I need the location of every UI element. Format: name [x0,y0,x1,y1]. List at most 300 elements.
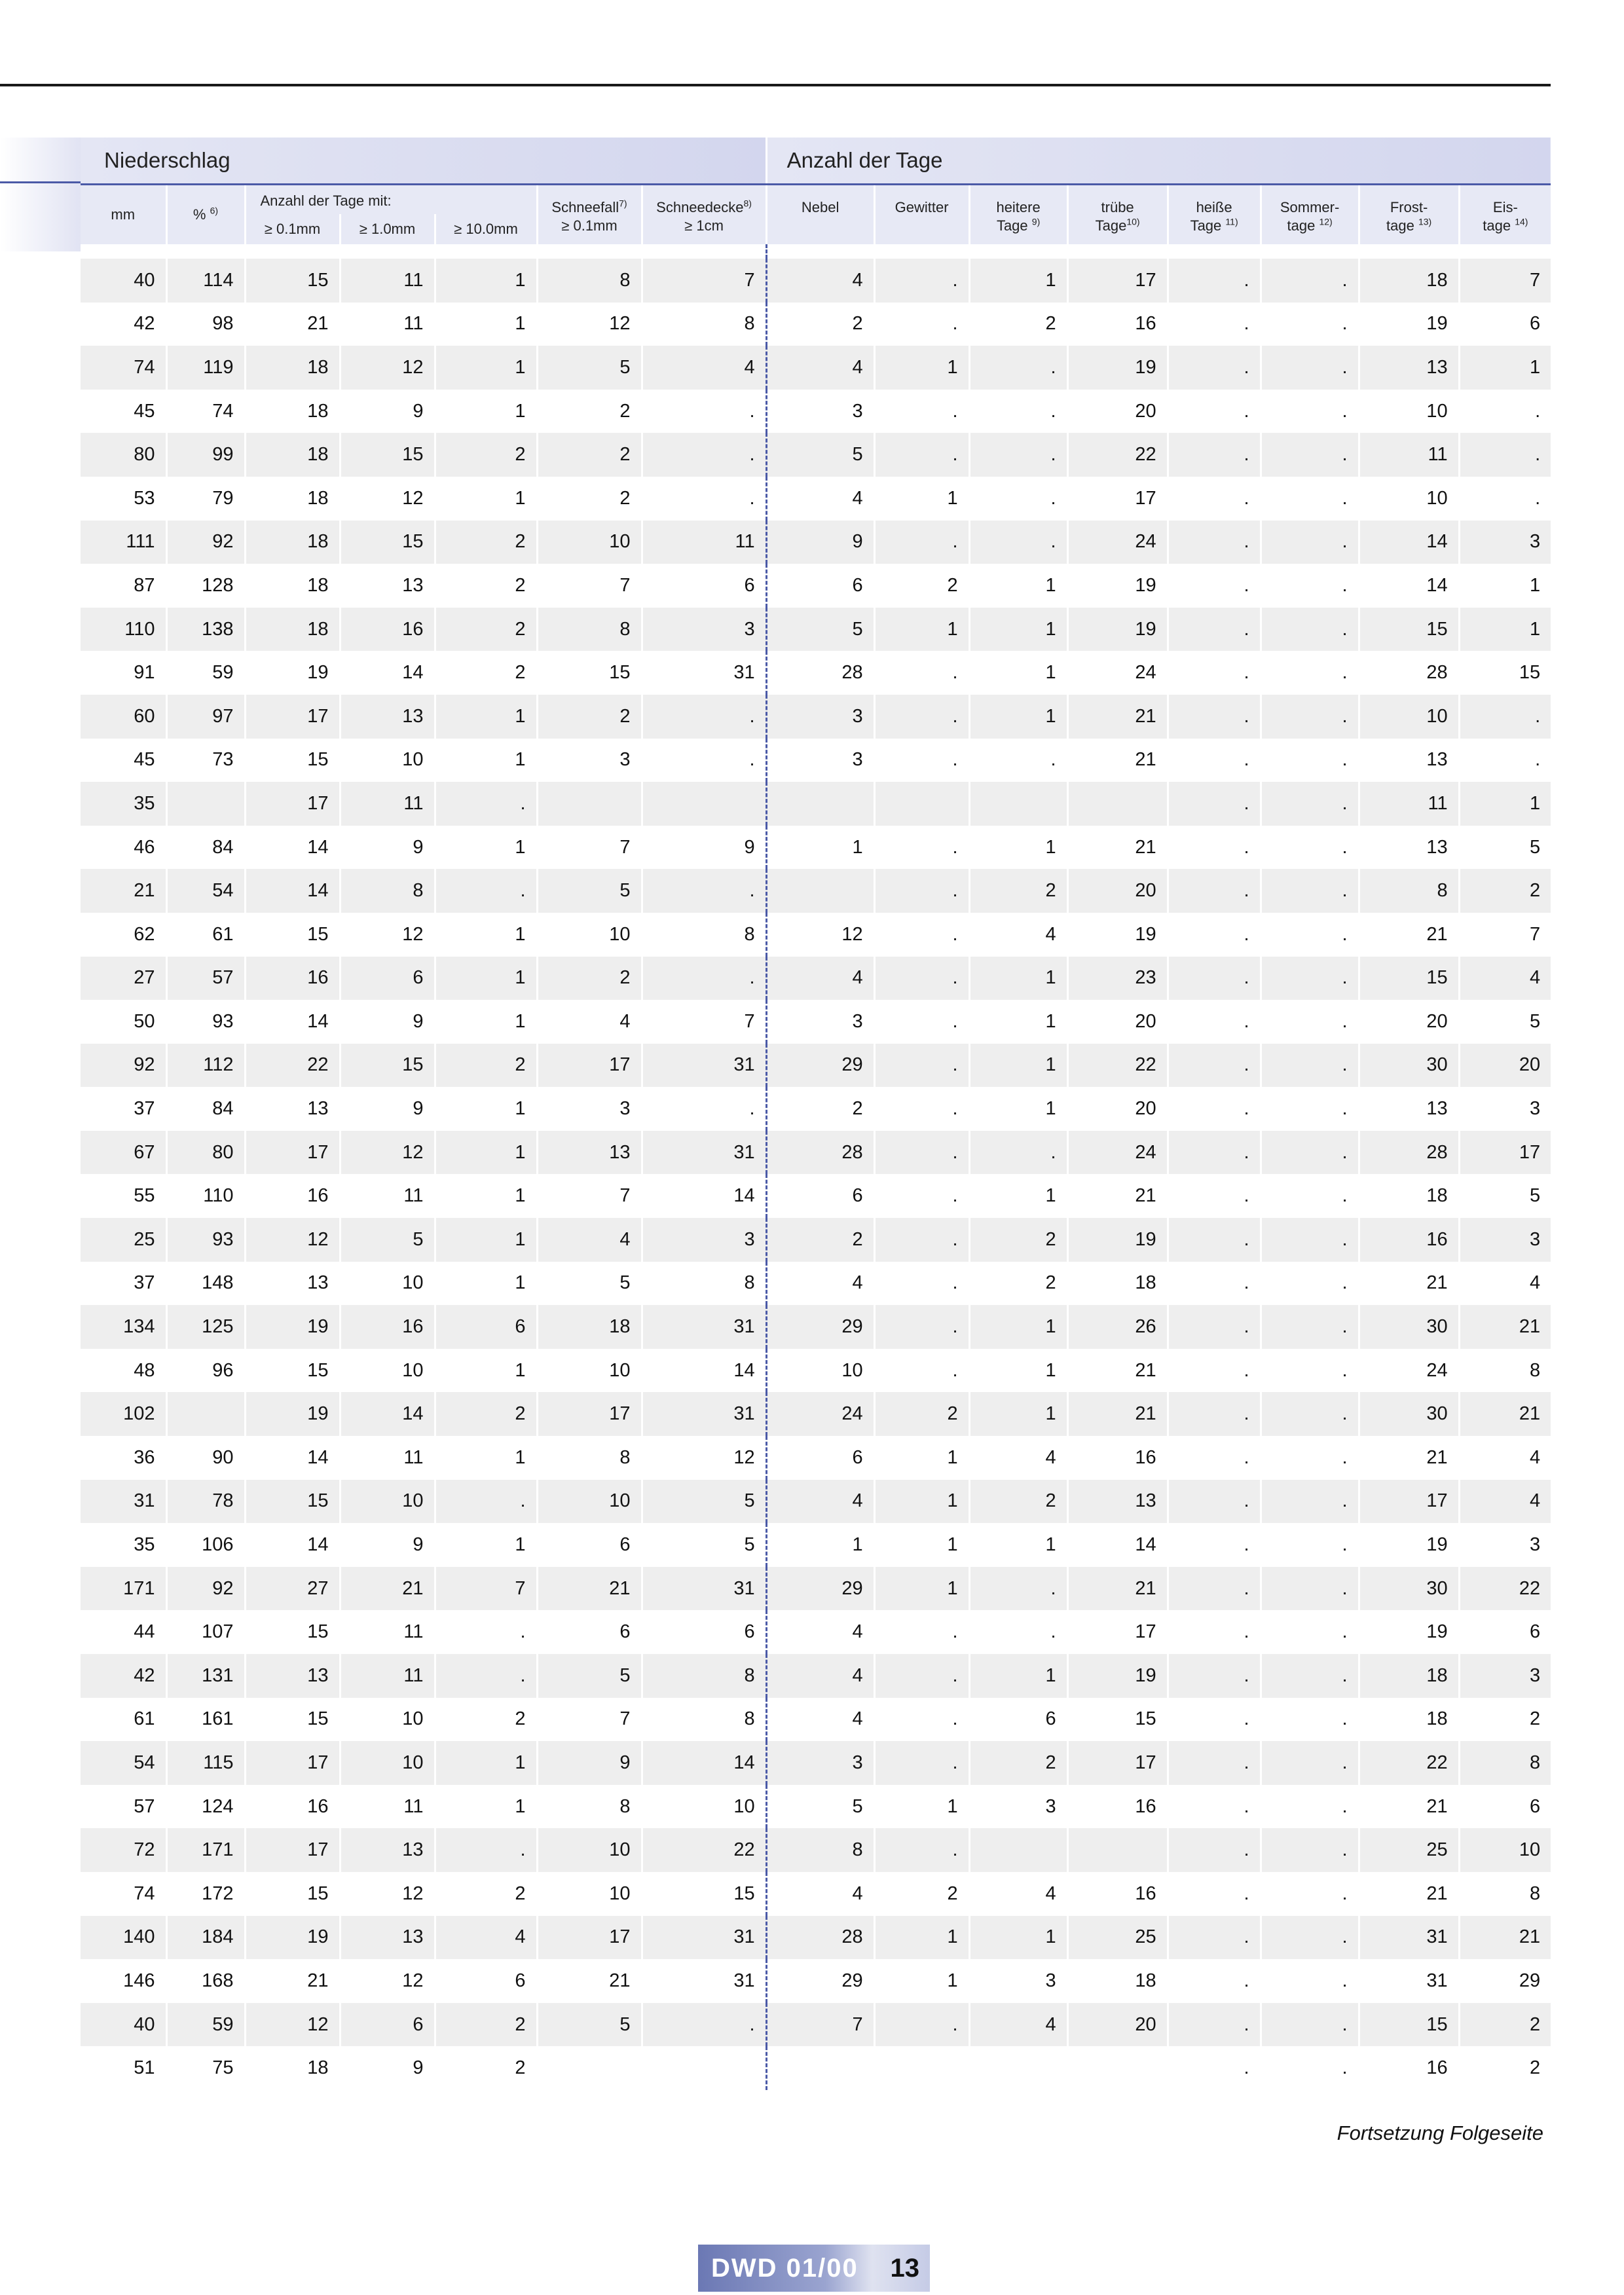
col-pct [166,185,245,245]
cell-frosttage: 16 [1359,2046,1459,2090]
cell-truebe-tage: 22 [1067,433,1168,477]
cell-ge-0-1mm: 15 [245,739,340,782]
cell-mm: 42 [81,303,166,346]
cell-eistage: 5 [1459,1000,1551,1044]
cell-schneefall [537,782,642,826]
cell-frosttage: 31 [1359,1959,1459,2003]
col-gewitter-label: Gewitter [895,199,949,215]
cell-pct: 110 [166,1174,245,1218]
col-truebe-footnote: 10) [1126,216,1140,227]
cell-mm: 110 [81,608,166,652]
cell-heitere-tage: 2 [969,1262,1067,1306]
cell-heisse-tage: . [1168,1567,1261,1611]
cell-ge-10-0mm: 2 [435,1698,537,1742]
cell-truebe-tage: 24 [1067,521,1168,564]
table-row [81,1567,1551,1611]
col-ge-1-0mm: ≥ 1.0mm [340,214,435,244]
cell-ge-10-0mm: 1 [435,1262,537,1306]
cell-pct: 96 [166,1349,245,1393]
cell-ge-1-0mm: 15 [340,1044,435,1088]
cell-heisse-tage: . [1168,1523,1261,1567]
cell-schneedecke: . [642,1087,766,1131]
cell-schneefall: 8 [537,1436,642,1480]
cell-ge-1-0mm: 10 [340,739,435,782]
cell-heitere-tage [969,1828,1067,1872]
top-rule [0,84,1551,86]
cell-eistage: 5 [1459,1174,1551,1218]
cell-eistage: 8 [1459,1872,1551,1916]
cell-ge-0-1mm: 21 [245,1959,340,2003]
cell-truebe-tage: 20 [1067,1087,1168,1131]
cell-nebel: 5 [766,433,874,477]
cell-heisse-tage: . [1168,1392,1261,1436]
cell-frosttage: 25 [1359,1828,1459,1872]
col-heisse-tage [1168,185,1261,245]
table-row [81,521,1551,564]
cell-ge-1-0mm: 12 [340,1872,435,1916]
cell-schneedecke: 31 [642,1044,766,1088]
cell-truebe-tage: 20 [1067,869,1168,913]
cell-schneedecke: 14 [642,1174,766,1218]
col-eis-footnote: 14) [1515,216,1528,227]
cell-ge-1-0mm: 12 [340,1131,435,1175]
cell-heitere-tage: 1 [969,1392,1067,1436]
cell-gewitter: . [874,259,969,303]
cell-eistage: 8 [1459,1349,1551,1393]
cell-frosttage: 13 [1359,1087,1459,1131]
cell-pct: 93 [166,1000,245,1044]
cell-ge-1-0mm: 10 [340,1480,435,1524]
table-row [81,1087,1551,1131]
cell-sommertage: . [1261,564,1359,608]
cell-gewitter: . [874,869,969,913]
cell-truebe-tage: 16 [1067,1785,1168,1829]
cell-ge-0-1mm: 17 [245,782,340,826]
cell-schneefall: 2 [537,695,642,739]
cell-schneedecke: 5 [642,1480,766,1524]
cell-ge-0-1mm: 15 [245,1698,340,1742]
cell-sommertage: . [1261,1872,1359,1916]
cell-pct [166,1392,245,1436]
cell-ge-0-1mm: 19 [245,1392,340,1436]
table-row [81,1785,1551,1829]
cell-ge-1-0mm: 15 [340,521,435,564]
cell-ge-1-0mm: 12 [340,477,435,521]
cell-ge-10-0mm: 2 [435,433,537,477]
cell-eistage: 29 [1459,1959,1551,2003]
cell-ge-1-0mm: 11 [340,782,435,826]
cell-truebe-tage: 19 [1067,913,1168,957]
cell-heisse-tage: . [1168,651,1261,695]
cell-schneefall: 2 [537,957,642,1001]
cell-pct: 125 [166,1305,245,1349]
cell-schneefall: 6 [537,1610,642,1654]
cell-schneefall: 2 [537,390,642,433]
cell-eistage: 1 [1459,564,1551,608]
cell-pct: 124 [166,1785,245,1829]
cell-nebel: 4 [766,1480,874,1524]
cell-pct: 119 [166,346,245,390]
cell-eistage: 6 [1459,1610,1551,1654]
spacer-right [766,244,1551,259]
cell-schneedecke: . [642,869,766,913]
cell-schneedecke: . [642,957,766,1001]
cell-heisse-tage: . [1168,1872,1261,1916]
cell-eistage: . [1459,390,1551,433]
cell-ge-0-1mm: 12 [245,2003,340,2047]
cell-ge-0-1mm: 17 [245,1741,340,1785]
cell-sommertage: . [1261,1741,1359,1785]
cell-schneefall: 5 [537,1654,642,1698]
cell-mm: 40 [81,2003,166,2047]
cell-heisse-tage: . [1168,1218,1261,1262]
cell-ge-10-0mm: 4 [435,1916,537,1960]
cell-frosttage: 18 [1359,1654,1459,1698]
cell-ge-1-0mm: 13 [340,1916,435,1960]
table-row [81,259,1551,303]
col-heitere-line2: Tage [996,217,1028,234]
cell-truebe-tage: 19 [1067,564,1168,608]
cell-ge-10-0mm: 2 [435,2046,537,2090]
cell-frosttage: 30 [1359,1044,1459,1088]
cell-sommertage: . [1261,1523,1359,1567]
cell-ge-1-0mm: 14 [340,651,435,695]
cell-nebel: 28 [766,651,874,695]
cell-gewitter: . [874,1698,969,1742]
col-mm-label: mm [111,206,136,223]
cell-schneedecke: 8 [642,1654,766,1698]
cell-schneefall: 17 [537,1044,642,1088]
table-row [81,957,1551,1001]
col-mm [81,185,166,245]
cell-pct: 80 [166,1131,245,1175]
cell-pct: 97 [166,695,245,739]
cell-schneedecke: 4 [642,346,766,390]
cell-schneefall: 7 [537,826,642,870]
cell-gewitter: . [874,1610,969,1654]
cell-nebel [766,782,874,826]
cell-ge-1-0mm: 11 [340,1610,435,1654]
cell-sommertage: . [1261,1349,1359,1393]
col-schneefall [537,185,642,245]
col-sommer-footnote: 12) [1319,216,1333,227]
cell-ge-0-1mm: 18 [245,433,340,477]
cell-gewitter: . [874,1305,969,1349]
cell-gewitter: . [874,1262,969,1306]
cell-schneefall: 17 [537,1392,642,1436]
cell-truebe-tage: 17 [1067,1741,1168,1785]
cell-ge-1-0mm: 9 [340,1087,435,1131]
cell-nebel: 4 [766,1698,874,1742]
cell-ge-1-0mm: 13 [340,564,435,608]
table-row [81,1131,1551,1175]
cell-heisse-tage: . [1168,1087,1261,1131]
cell-heisse-tage: . [1168,1916,1261,1960]
col-truebe-line1: trübe [1101,199,1134,215]
cell-truebe-tage: 18 [1067,1959,1168,2003]
cell-ge-1-0mm: 10 [340,1698,435,1742]
cell-heisse-tage: . [1168,1785,1261,1829]
cell-schneefall: 8 [537,608,642,652]
cell-sommertage: . [1261,1916,1359,1960]
cell-nebel: 6 [766,1174,874,1218]
cell-ge-1-0mm: 9 [340,1523,435,1567]
cell-frosttage: 14 [1359,564,1459,608]
cell-nebel: 5 [766,608,874,652]
cell-schneedecke: 8 [642,1262,766,1306]
cell-pct: 79 [166,477,245,521]
cell-nebel: 3 [766,1741,874,1785]
cell-schneefall: 18 [537,1305,642,1349]
col-frost-line1: Frost- [1390,199,1428,215]
cell-pct: 148 [166,1262,245,1306]
cell-nebel: 5 [766,1785,874,1829]
col-schneefall-footnote: 7) [619,198,627,209]
col-gewitter [874,185,969,245]
cell-schneedecke: . [642,739,766,782]
cell-nebel: 1 [766,1523,874,1567]
cell-heitere-tage: 1 [969,957,1067,1001]
cell-mm: 134 [81,1305,166,1349]
col-schneedecke-footnote: 8) [743,198,752,209]
cell-nebel: 29 [766,1959,874,2003]
cell-eistage: 3 [1459,1087,1551,1131]
cell-ge-1-0mm: 11 [340,1785,435,1829]
cell-sommertage: . [1261,2046,1359,2090]
cell-ge-1-0mm: 5 [340,1218,435,1262]
cell-pct: 93 [166,1218,245,1262]
cell-schneefall: 5 [537,346,642,390]
table-row [81,1392,1551,1436]
cell-truebe-tage: 23 [1067,957,1168,1001]
cell-mm: 74 [81,1872,166,1916]
cell-heitere-tage: 1 [969,1305,1067,1349]
cell-ge-1-0mm: 13 [340,1828,435,1872]
cell-schneedecke: 8 [642,913,766,957]
table-row [81,303,1551,346]
table-row [81,782,1551,826]
cell-schneedecke: 31 [642,1131,766,1175]
cell-pct: 92 [166,521,245,564]
cell-mm: 87 [81,564,166,608]
col-eis-line1: Eis- [1492,199,1518,215]
cell-ge-10-0mm: 1 [435,259,537,303]
table-row [81,651,1551,695]
cell-ge-10-0mm: 1 [435,957,537,1001]
col-pct-label: % [193,206,206,223]
cell-schneedecke: 31 [642,1567,766,1611]
table-header [81,138,1551,259]
cell-pct: 59 [166,651,245,695]
cell-sommertage: . [1261,259,1359,303]
cell-truebe-tage: 16 [1067,303,1168,346]
cell-pct: 161 [166,1698,245,1742]
cell-eistage: 21 [1459,1916,1551,1960]
cell-ge-1-0mm: 8 [340,869,435,913]
cell-heitere-tage: . [969,390,1067,433]
cell-schneedecke: 8 [642,1698,766,1742]
cell-heitere-tage [969,2046,1067,2090]
cell-pct: 107 [166,1610,245,1654]
cell-schneefall: 21 [537,1567,642,1611]
cell-mm: 67 [81,1131,166,1175]
cell-heitere-tage: 1 [969,608,1067,652]
cell-nebel [766,869,874,913]
table-row [81,913,1551,957]
cell-schneefall [537,2046,642,2090]
cell-mm: 140 [81,1916,166,1960]
cell-frosttage: 21 [1359,1872,1459,1916]
cell-ge-10-0mm: 2 [435,521,537,564]
cell-sommertage: . [1261,869,1359,913]
cell-pct: 114 [166,259,245,303]
cell-pct: 84 [166,1087,245,1131]
cell-gewitter: 2 [874,1392,969,1436]
cell-nebel: 4 [766,1610,874,1654]
cell-schneedecke: 12 [642,1436,766,1480]
cell-ge-1-0mm: 16 [340,608,435,652]
cell-pct: 78 [166,1480,245,1524]
cell-heisse-tage: . [1168,1480,1261,1524]
cell-frosttage: 21 [1359,913,1459,957]
cell-schneefall: 10 [537,1872,642,1916]
cell-sommertage: . [1261,477,1359,521]
cell-schneefall: 7 [537,1174,642,1218]
cell-mm: 37 [81,1262,166,1306]
cell-truebe-tage: 21 [1067,826,1168,870]
cell-heisse-tage: . [1168,957,1261,1001]
cell-nebel: 4 [766,957,874,1001]
cell-ge-0-1mm: 13 [245,1262,340,1306]
cell-sommertage: . [1261,608,1359,652]
cell-gewitter: . [874,1654,969,1698]
cell-sommertage: . [1261,1392,1359,1436]
cell-eistage: 4 [1459,1436,1551,1480]
cell-gewitter: . [874,521,969,564]
cell-ge-10-0mm: 1 [435,390,537,433]
cell-pct: 168 [166,1959,245,2003]
cell-truebe-tage: 21 [1067,1174,1168,1218]
cell-gewitter: 1 [874,1959,969,2003]
cell-schneedecke: . [642,390,766,433]
cell-mm: 102 [81,1392,166,1436]
group-header-row [81,138,1551,185]
table-row [81,1305,1551,1349]
cell-mm: 45 [81,390,166,433]
col-frosttage [1359,185,1459,245]
cell-schneedecke: . [642,695,766,739]
cell-gewitter: 1 [874,477,969,521]
cell-mm: 50 [81,1000,166,1044]
cell-sommertage: . [1261,1567,1359,1611]
cell-ge-0-1mm: 18 [245,608,340,652]
cell-nebel: 2 [766,1087,874,1131]
col-truebe-line2: Tage [1095,217,1127,234]
cell-gewitter: . [874,1044,969,1088]
cell-heitere-tage: 2 [969,869,1067,913]
cell-ge-10-0mm: 1 [435,739,537,782]
cell-heisse-tage: . [1168,433,1261,477]
cell-pct: 138 [166,608,245,652]
cell-heitere-tage: 4 [969,913,1067,957]
cell-ge-1-0mm: 11 [340,303,435,346]
cell-schneefall: 5 [537,869,642,913]
cell-nebel: 2 [766,1218,874,1262]
cell-gewitter: . [874,739,969,782]
cell-schneedecke: 5 [642,1523,766,1567]
cell-ge-10-0mm: . [435,782,537,826]
cell-eistage: 8 [1459,1741,1551,1785]
cell-frosttage: 11 [1359,433,1459,477]
cell-sommertage: . [1261,695,1359,739]
cell-gewitter: 1 [874,1523,969,1567]
cell-heitere-tage: 6 [969,1698,1067,1742]
cell-heitere-tage: 1 [969,1349,1067,1393]
cell-ge-0-1mm: 15 [245,1480,340,1524]
cell-pct: 131 [166,1654,245,1698]
cell-gewitter: . [874,695,969,739]
cell-mm: 60 [81,695,166,739]
cell-gewitter: 1 [874,608,969,652]
cell-eistage: 5 [1459,826,1551,870]
cell-ge-10-0mm: 2 [435,608,537,652]
cell-ge-10-0mm: 1 [435,826,537,870]
cell-schneedecke: 8 [642,303,766,346]
col-schneefall-threshold: ≥ 0.1mm [561,217,618,234]
cell-heisse-tage: . [1168,1262,1261,1306]
cell-truebe-tage: 13 [1067,1480,1168,1524]
cell-pct: 112 [166,1044,245,1088]
cell-eistage: . [1459,739,1551,782]
cell-heisse-tage: . [1168,1349,1261,1393]
cell-schneefall: 10 [537,1349,642,1393]
cell-truebe-tage: 21 [1067,739,1168,782]
cell-mm: 46 [81,826,166,870]
cell-frosttage: 15 [1359,957,1459,1001]
cell-pct: 59 [166,2003,245,2047]
cell-heisse-tage: . [1168,826,1261,870]
cell-heisse-tage: . [1168,259,1261,303]
cell-sommertage: . [1261,1698,1359,1742]
cell-frosttage: 21 [1359,1262,1459,1306]
cell-ge-0-1mm: 18 [245,390,340,433]
cell-mm: 61 [81,1698,166,1742]
cell-truebe-tage: 21 [1067,1349,1168,1393]
table-row [81,1523,1551,1567]
cell-gewitter: 1 [874,1436,969,1480]
cell-ge-10-0mm: 1 [435,913,537,957]
cell-schneedecke: 10 [642,1785,766,1829]
cell-heisse-tage: . [1168,1000,1261,1044]
cell-schneefall: 10 [537,521,642,564]
col-eis-line2: tage [1483,217,1511,234]
cell-ge-10-0mm: 1 [435,1436,537,1480]
cell-eistage: 3 [1459,1654,1551,1698]
cell-nebel: 10 [766,1349,874,1393]
cell-truebe-tage: 17 [1067,1610,1168,1654]
cell-sommertage: . [1261,1959,1359,2003]
cell-truebe-tage: 21 [1067,1392,1168,1436]
cell-frosttage: 15 [1359,608,1459,652]
cell-ge-10-0mm: . [435,1610,537,1654]
cell-gewitter: 2 [874,564,969,608]
cell-sommertage: . [1261,651,1359,695]
cell-ge-10-0mm: 1 [435,695,537,739]
cell-schneefall: 21 [537,1959,642,2003]
cell-ge-0-1mm: 15 [245,259,340,303]
cell-ge-1-0mm: 9 [340,826,435,870]
cell-sommertage: . [1261,1174,1359,1218]
